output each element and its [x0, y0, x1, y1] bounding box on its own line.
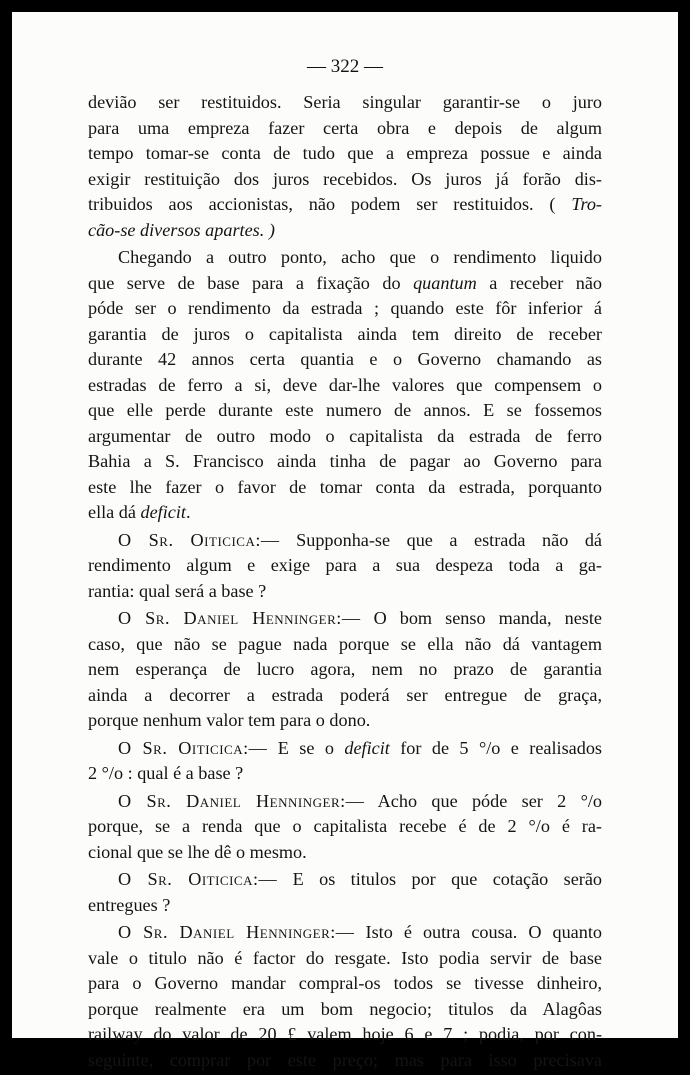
text-line: ainda a decorrer a estrada poderá ser entregue de graça, [88, 684, 602, 705]
text-line: nem esperança de lucro agora, nem no prazo de garantia [88, 659, 602, 679]
text-line: argumentar de outro modo o capitalista da estrada de ferro [88, 425, 602, 446]
text-line: que serve de base para a fixação do quantum a receber não [88, 272, 602, 293]
text-line: exigir restituição dos juros recebidos. Os juros já forão dis- [88, 168, 602, 189]
text-line: rendimento algum e exige para a sua despeza toda a ga- [88, 555, 602, 575]
scanned-page [12, 12, 678, 1070]
paragraph [88, 90, 602, 243]
speaker-name: O Sr. Daniel Henninger:— [118, 608, 361, 628]
text-line: porque, se a renda que o capitalista recebe é de 2 °/o é ra- [88, 816, 602, 836]
paragraph [88, 245, 602, 526]
speech-text: Supponha-se que a estrada não dá [279, 529, 602, 550]
speech-text: E se o deficit for de 5 °/o e realisados [267, 737, 602, 758]
paragraph [88, 920, 602, 1073]
text-line: estradas de ferro a si, deve dar-lhe valores que compensem o [88, 374, 602, 395]
speaker-name: O Sr. Oiticica:— [118, 737, 268, 758]
paragraph [88, 606, 602, 734]
text-line: rantia: qual será a base ? [88, 580, 267, 601]
text-line: railway do valor de 20 £ valem hoje 6 e 7 ; podia, por con- [88, 1024, 602, 1044]
speaker-name: O Sr. Daniel Henninger:— [118, 922, 355, 942]
speaker-name: O Sr. Oiticica:— [118, 529, 280, 550]
text-line: que elle perde durante este numero de annos. E se fossemos [88, 400, 602, 420]
speaker-name: O Sr. Oiticica:— [118, 869, 278, 889]
text-line: ella dá deficit. [88, 502, 191, 522]
text-line: para uma empreza fazer certa obra e depois de algum [88, 117, 602, 138]
paragraph [88, 789, 602, 866]
text-line [88, 736, 602, 762]
speech-text: E os titulos por que cotação serão [277, 869, 602, 889]
text-line [88, 528, 602, 554]
body-text [88, 90, 602, 1075]
text-line: porque realmente era um bom negocio; titulos da Alagôas [88, 998, 602, 1019]
speech-text: Isto é outra cousa. O quanto [354, 922, 602, 942]
text-line: durante 42 annos certa quantia e o Governo chamando as [88, 349, 602, 369]
paragraph [88, 736, 602, 787]
text-line: este lhe fazer o favor de tomar conta da estrada, porquanto [88, 476, 602, 497]
text-line: entregues ? [88, 894, 171, 915]
text-line: Chegando a outro ponto, acho que o rendimento liquido [118, 247, 602, 267]
text-line: Bahia a S. Francisco ainda tinha de pagar ao Governo para [88, 451, 602, 471]
text-line: póde ser o rendimento da estrada ; quando este fôr inferior á [88, 298, 602, 318]
text-line: 2 °/o : qual é a base ? [88, 763, 244, 783]
paragraph [88, 867, 602, 918]
speech-text: O bom senso manda, neste [360, 608, 603, 628]
text-line [88, 606, 602, 632]
text-line: caso, que não se pague nada porque se ella não dá vantagem [88, 633, 602, 654]
paragraph [88, 528, 602, 605]
text-line: seguinte, comprar por este preço; mas para isso precisava [88, 1049, 602, 1070]
text-line [88, 920, 602, 946]
text-line: para o Governo mandar compral-os todos se tivesse dinheiro, [88, 973, 602, 993]
text-line: tribuidos aos accionistas, não podem ser restituidos. ( Tro- [88, 194, 602, 214]
text-line [88, 867, 602, 893]
text-line: devião ser restituidos. Seria singular garantir-se o juro [88, 92, 602, 112]
text-line: vale o titulo não é factor do resgate. Isto podia servir de base [88, 947, 602, 968]
text-line-italic: cão-se diversos apartes. ) [88, 219, 275, 240]
text-line: porque nenhum valor tem para o dono. [88, 710, 371, 730]
speech-text: Acho que póde ser 2 °/o [364, 790, 602, 811]
text-line: garantia de juros o capitalista ainda tem direito de receber [88, 323, 602, 344]
text-line [88, 789, 602, 815]
text-line: tempo tomar-se conta de tudo que a empreza possue e ainda [88, 143, 602, 163]
page-number: — 322 — [307, 56, 383, 77]
text-line: cional que se lhe dê o mesmo. [88, 841, 307, 862]
speaker-name: O Sr. Daniel Henninger:— [118, 790, 365, 811]
